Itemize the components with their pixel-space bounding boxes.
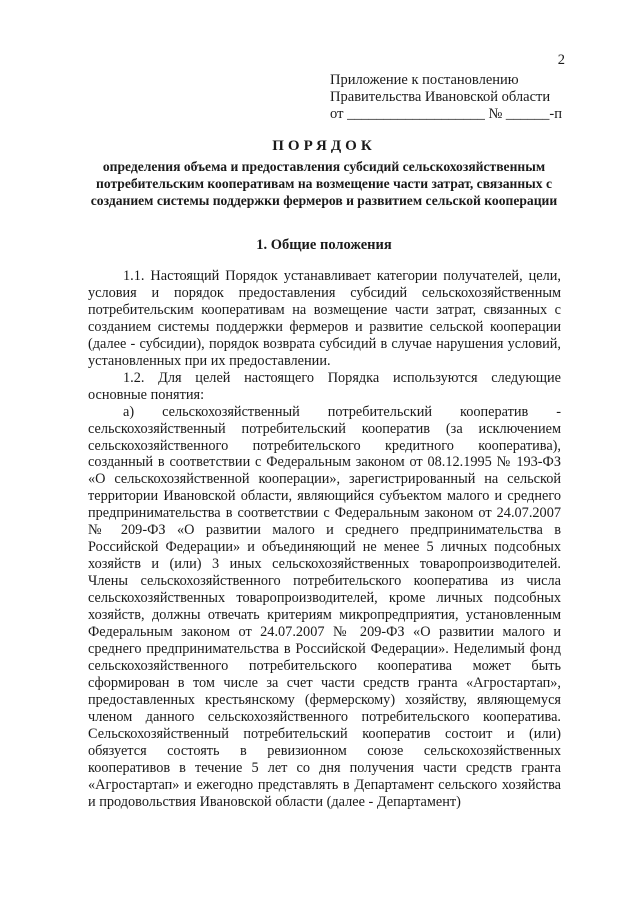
title-block xyxy=(85,137,563,209)
document-title: ПОРЯДОК xyxy=(272,138,376,154)
page-number: 2 xyxy=(557,52,565,68)
paragraph-definition-a: а) сельскохозяйственный потребительский кооператив - сельскохозяйственный потребительский кооператив (за исключением сельскохозяйственного потребительского кредитного кооператива), созданный в соответствии с Федеральным законом от 08.12.1995 № 193-ФЗ «О сельскохозяйственной кооперации», зарегистрированный на сельской территории Ивановской области, являющийся субъектом малого и среднего предпринимательства в соответствии с Федеральным законом от 24.07.2007 № 209-ФЗ «О развитии малого и среднего предпринимательства в Российской Федерации» и объединяющий не менее 5 личных подсобных хозяйств и (или) 3 иных сельскохозяйственных товаропроизводителей. Члены сельскохозяйственного потребительского кооператива из числа сельскохозяйственных товаропроизводителей, кроме личных подсобных хозяйств, должны отвечать критериям микропредприятия, установленным Федеральным законом от 24.07.2007 № 209-ФЗ «О развитии малого и среднего предпринимательства в Российской Федерации». Неделимый фонд сельскохозяйственного потребительского кооператива может быть сформирован в том числе за счет части средств гранта «Агростартап», предоставленных крестьянскому (фермерскому) хозяйству, являющемуся членом данного сельскохозяйственного потребительского кооператива. Сельскохозяйственный потребительский кооператив состоит и (или) обязуется состоять в ревизионном союзе сельскохозяйственных кооперативов в течение 5 лет со дня получения части средств гранта «Агростартап» и ежегодно представлять в Департамент сельского хозяйства и продовольствия Ивановской области (далее - Департамент) xyxy=(88,403,561,810)
approval-line-3: от ___________________ № ______-п xyxy=(330,106,562,122)
approval-line-1: Приложение к постановлению xyxy=(330,72,519,88)
approval-block xyxy=(330,72,562,123)
paragraph-1-1: 1.1. Настоящий Порядок устанавливает категории получателей, цели, условия и порядок предоставления субсидий сельскохозяйственным потребительским кооперативам на возмещение части затрат, связанных с созданием системы поддержки фермеров и развитие сельской кооперации (далее - субсидии), порядок возврата субсидий в случае нарушения условий, установленных при их предоставлении. xyxy=(88,268,561,369)
section-heading: 1. Общие положения xyxy=(256,237,392,253)
approval-line-2: Правительства Ивановской области xyxy=(330,89,551,105)
document-subtitle: определения объема и предоставления субсидий сельскохозяйственным потребительским кооперативам на возмещение части затрат, связанных с созданием системы поддержки фермеров и развитием сельской кооперации xyxy=(90,159,558,208)
document-body xyxy=(88,268,561,811)
paragraph-1-2: 1.2. Для целей настоящего Порядка используются следующие основные понятия: xyxy=(88,369,561,403)
